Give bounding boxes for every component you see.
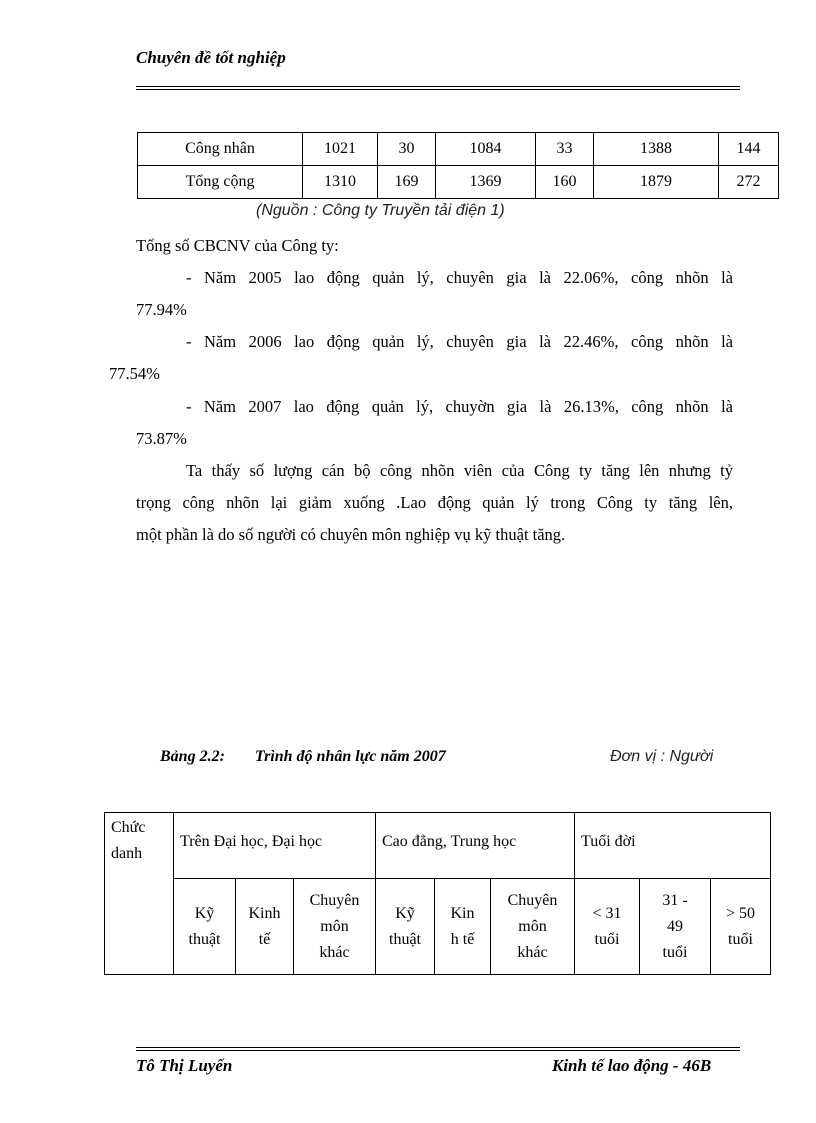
table-cell: 33: [536, 133, 594, 166]
table-cell: Tổng cộng: [138, 166, 303, 199]
paragraph-conclusion-line3: một phần là do số người có chuyên môn nghiệp vụ kỹ thuật tăng.: [136, 525, 566, 544]
paragraph-conclusion-line1: Ta thấy số lượng cán bộ công nhõn viên của Công ty tăng lên nhưng tỷ: [186, 461, 733, 480]
table-cell: 169: [378, 166, 436, 199]
table-row: [138, 166, 779, 199]
table-cell: 1879: [594, 166, 719, 199]
paragraph-2006-line1: - Năm 2006 lao động quản lý, chuyên gia là 22.46%, công nhõn là: [186, 332, 733, 351]
page-header-title: Chuyên đề tốt nghiệp: [136, 48, 286, 67]
subheader-31-49: 31 - 49 tuổi: [640, 879, 711, 975]
footer-rule-top: [136, 1047, 740, 1048]
paragraph-2005-line1: - Năm 2005 lao động quản lý, chuyên gia là 22.06%, công nhõn là: [186, 268, 733, 287]
table-row: [138, 133, 779, 166]
table-subheader-row: [105, 879, 771, 975]
table-cell: 1369: [436, 166, 536, 199]
subheader-chuyen-mon-khac-1: Chuyên môn khác: [294, 879, 376, 975]
footer-author: Tô Thị Luyến: [136, 1056, 233, 1075]
subheader-ky-thuat-1: Kỹ thuật: [174, 879, 236, 975]
subheader-chuyen-mon-khac-2: Chuyên môn khác: [491, 879, 575, 975]
table-cell: Công nhân: [138, 133, 303, 166]
header-rule-bottom: [136, 89, 740, 90]
subheader-under-31: < 31 tuổi: [575, 879, 640, 975]
table-cell: 30: [378, 133, 436, 166]
header-group-tuoi-doi: Tuổi đời: [575, 813, 771, 879]
table-caption: [160, 748, 446, 766]
table-caption-label: Bảng 2.2:: [160, 748, 225, 765]
table-cell: 1388: [594, 133, 719, 166]
footer-rule-bottom: [136, 1050, 740, 1051]
header-group-dai-hoc: Trên Đại học, Đại học: [174, 813, 376, 879]
workforce-table: [137, 132, 779, 199]
paragraph-2007-line1: - Năm 2007 lao động quản lý, chuyờn gia là 26.13%, công nhõn là: [186, 397, 733, 416]
table-caption-title: Trình độ nhân lực năm 2007: [254, 748, 446, 765]
staff-qualification-table: [104, 812, 771, 975]
table-cell: 160: [536, 166, 594, 199]
table-cell: 1084: [436, 133, 536, 166]
table-header-row: [105, 813, 771, 879]
table-unit: Đơn vị : Người: [610, 748, 714, 765]
subheader-ky-thuat-2: Kỹ thuật: [376, 879, 435, 975]
table-cell: 272: [719, 166, 779, 199]
header-chuc-danh: Chức danh: [105, 813, 174, 975]
header-group-cao-dang: Cao đẳng, Trung học: [376, 813, 575, 879]
subheader-kinh-te-2: Kin h tế: [435, 879, 491, 975]
table-cell: 1021: [303, 133, 378, 166]
subheader-over-50: > 50 tuổi: [711, 879, 771, 975]
header-rule-top: [136, 86, 740, 87]
paragraph-intro: Tổng số CBCNV của Công ty:: [136, 236, 339, 255]
table-cell: 144: [719, 133, 779, 166]
paragraph-2005-line2: 77.94%: [136, 300, 187, 319]
paragraph-conclusion-line2: trọng công nhõn lại giảm xuống .Lao động quản lý trong Công ty tăng lên,: [136, 493, 733, 512]
footer-class: Kinh tế lao động - 46B: [552, 1056, 712, 1075]
subheader-kinh-te-1: Kinh tế: [236, 879, 294, 975]
table-cell: 1310: [303, 166, 378, 199]
table-source-note: (Nguồn : Công ty Truyền tải điện 1): [256, 202, 505, 219]
paragraph-2007-line2: 73.87%: [136, 429, 187, 448]
paragraph-2006-line2: 77.54%: [109, 364, 160, 383]
